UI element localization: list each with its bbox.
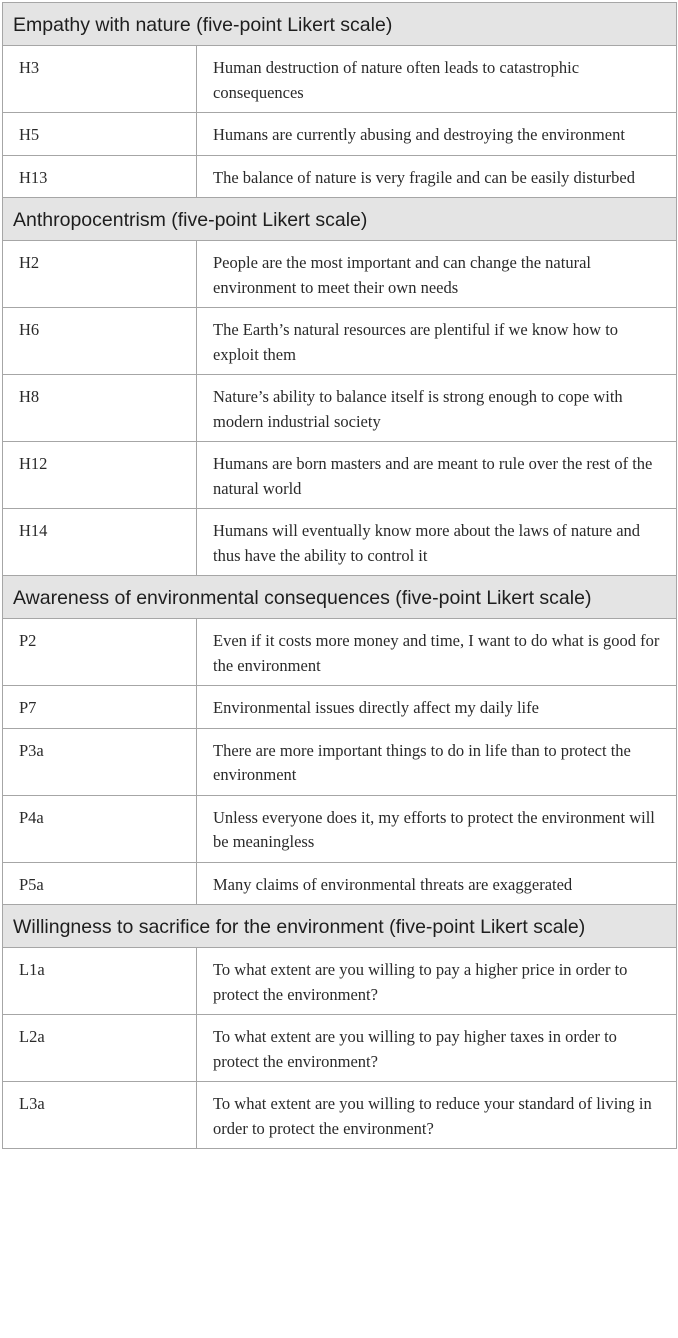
table-row xyxy=(3,308,677,375)
table-row xyxy=(3,442,677,509)
item-text: Humans will eventually know more about the laws of nature and thus have the ability to control it xyxy=(197,509,677,576)
item-code: P2 xyxy=(3,619,197,686)
item-text: Even if it costs more money and time, I want to do what is good for the environment xyxy=(197,619,677,686)
section-title: Willingness to sacrifice for the environment (five-point Likert scale) xyxy=(3,905,677,948)
table-row xyxy=(3,1082,677,1149)
table-row xyxy=(3,113,677,156)
section-header-row xyxy=(3,576,677,619)
item-code: P4a xyxy=(3,795,197,862)
item-text: Many claims of environmental threats are exaggerated xyxy=(197,862,677,905)
table-row xyxy=(3,948,677,1015)
item-code: P3a xyxy=(3,728,197,795)
item-text: Unless everyone does it, my efforts to protect the environment will be meaningless xyxy=(197,795,677,862)
table-row xyxy=(3,509,677,576)
table-row xyxy=(3,862,677,905)
item-code: H12 xyxy=(3,442,197,509)
item-code: H6 xyxy=(3,308,197,375)
item-code: H5 xyxy=(3,113,197,156)
item-text: Humans are currently abusing and destroying the environment xyxy=(197,113,677,156)
item-text: Nature’s ability to balance itself is strong enough to cope with modern industrial society xyxy=(197,375,677,442)
table-row xyxy=(3,375,677,442)
item-code: L3a xyxy=(3,1082,197,1149)
table-row xyxy=(3,155,677,198)
item-code: P7 xyxy=(3,686,197,729)
item-code: H14 xyxy=(3,509,197,576)
survey-items-table xyxy=(2,2,677,1149)
item-text: To what extent are you willing to pay a higher price in order to protect the environment? xyxy=(197,948,677,1015)
section-title: Awareness of environmental consequences (five-point Likert scale) xyxy=(3,576,677,619)
item-text: Environmental issues directly affect my daily life xyxy=(197,686,677,729)
item-code: H2 xyxy=(3,241,197,308)
item-text: Humans are born masters and are meant to rule over the rest of the natural world xyxy=(197,442,677,509)
item-code: P5a xyxy=(3,862,197,905)
item-text: Human destruction of nature often leads to catastrophic consequences xyxy=(197,46,677,113)
item-code: H3 xyxy=(3,46,197,113)
item-text: To what extent are you willing to pay higher taxes in order to protect the environment? xyxy=(197,1015,677,1082)
item-code: H13 xyxy=(3,155,197,198)
table-row xyxy=(3,686,677,729)
item-text: To what extent are you willing to reduce your standard of living in order to protect the environment? xyxy=(197,1082,677,1149)
section-title: Anthropocentrism (five-point Likert scale) xyxy=(3,198,677,241)
item-code: L2a xyxy=(3,1015,197,1082)
table-row xyxy=(3,795,677,862)
section-header-row xyxy=(3,905,677,948)
section-header-row xyxy=(3,198,677,241)
section-title: Empathy with nature (five-point Likert scale) xyxy=(3,3,677,46)
item-code: H8 xyxy=(3,375,197,442)
table-row xyxy=(3,46,677,113)
item-text: The balance of nature is very fragile and can be easily disturbed xyxy=(197,155,677,198)
item-text: The Earth’s natural resources are plentiful if we know how to exploit them xyxy=(197,308,677,375)
item-code: L1a xyxy=(3,948,197,1015)
item-text: There are more important things to do in life than to protect the environment xyxy=(197,728,677,795)
table-row xyxy=(3,619,677,686)
table-row xyxy=(3,1015,677,1082)
item-text: People are the most important and can change the natural environment to meet their own needs xyxy=(197,241,677,308)
section-header-row xyxy=(3,3,677,46)
table-row xyxy=(3,241,677,308)
table-row xyxy=(3,728,677,795)
